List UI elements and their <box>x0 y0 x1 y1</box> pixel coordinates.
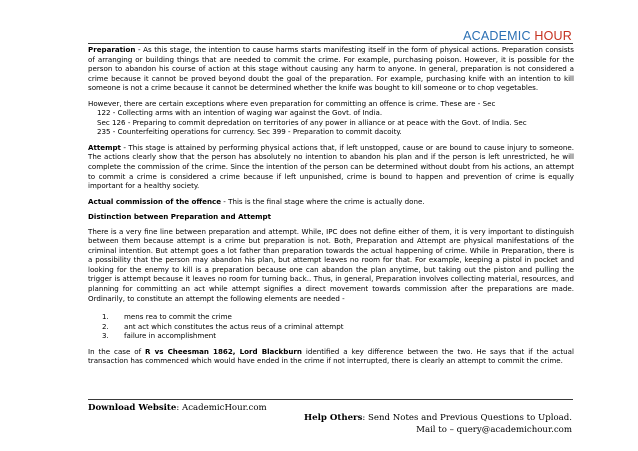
term-preparation: Preparation <box>88 45 136 54</box>
list-item <box>88 312 574 322</box>
paragraph-distinction: There is a very fine line between preparation and attempt. While, IPC does not define either of them, it is very important to distinguish between them because attempt is a crime but preparation is not. Both, Preparation and Attempt are physical manifestations of the criminal intention. But attempt goes a lot father than preparation towards the actual happening of crime. While in Preparation, there is a possibility that the person may abandon his plan, but attempt leaves no room for that. For example, keeping a pistol in pocket and looking for the enemy to kill is a preparation because one can abandon the plan anytime, but taking out the piston and pulling the trigger is attempt because it leaves no room for turning back.. Thus, in general, Preparation involves collecting material, resources, and planning for committing an act while attempt signifies a direct movement towards commission after the preparations are made. Ordinarily, to constitute an attempt the following elements are needed - <box>88 226 574 303</box>
paragraph-actual-commission <box>88 197 574 207</box>
exception-line: Sec 126 - Preparing to commit depredation on territories of any power in alliance or at peace with the Govt. of India. Sec <box>97 117 527 127</box>
help-label: Help Others <box>304 413 363 423</box>
preparation-text: - As this stage, the intention to cause harms starts manifesting itself in the form of physical actions. Preparation consists of arranging or building things that are needed to commit the crime. For example, purchasing poison. However, it is possible for the person to abandon his course of action at this stage without causing any harm to anyone. In general, preparation is not considered a crime because it cannot be proved beyond doubt the goal of the preparation. For example, purchasing knife with an intention to kill someone is not a crime because it cannot be determined whether the knife was bought to kill someone or to chop vegetables. <box>88 45 574 93</box>
list-number: 2. <box>102 321 109 331</box>
document-body <box>88 45 574 372</box>
term-attempt: Attempt <box>88 142 121 152</box>
list-text: failure in accomplishment <box>124 331 216 341</box>
footer-divider <box>88 399 573 400</box>
brand-word-academic: ACADEMIC <box>463 29 531 43</box>
list-item <box>88 322 574 332</box>
header-divider <box>88 43 573 44</box>
actual-commission-text: - This is the final stage where the crime is actually done. <box>221 196 425 206</box>
list-number: 3. <box>102 331 109 341</box>
list-text: mens rea to commit the crime <box>124 312 232 322</box>
exception-line: 235 - Counterfeiting operations for currency. Sec 399 - Preparation to commit dacoity. <box>97 127 402 137</box>
download-website-link[interactable]: : AcademicHour.com <box>176 403 267 413</box>
section-heading-distinction: Distinction between Preparation and Attempt <box>88 212 272 222</box>
case-prefix: In the case of <box>88 346 146 356</box>
brand-logo <box>463 29 572 43</box>
list-item <box>88 331 574 341</box>
brand-word-hour: HOUR <box>534 29 572 43</box>
attempt-text: - This stage is attained by performing physical actions that, if left unstopped, cause or are bound to cause injury to someone. The actions clearly show that the person has absolutely no intention to abandon his plan and if the person is left unrestricted, he will complete the commission of the crime. Since the intention of the person can be determined without doubt from his actions, an attempt to commit a crime is considered a crime because if left unpunished, crime is bound to happen and prevention of crime is equally important for a healthy society. <box>88 142 574 191</box>
footer-help <box>304 413 572 423</box>
footer-mail[interactable]: Mail to – query@academichour.com <box>416 425 572 435</box>
term-actual-commission: Actual commission of the offence <box>88 196 222 206</box>
download-label: Download Website <box>88 403 177 413</box>
exceptions-list <box>97 108 574 137</box>
case-text: identified a key difference between the two. He says that if the actual transaction has commenced which would have ended in the crime if not interrupted, there is clearly an attempt to commit the crime. <box>88 346 574 366</box>
footer-download <box>88 403 267 413</box>
help-text: : Send Notes and Previous Questions to Upload. <box>362 413 572 423</box>
elements-list <box>88 312 574 341</box>
case-name: R vs Cheesman 1862, Lord Blackburn <box>145 346 302 356</box>
exceptions-intro: However, there are certain exceptions where even preparation for committing an offence is crime. These are - Sec <box>88 98 496 108</box>
paragraph-case <box>88 347 574 366</box>
exception-line: 122 - Collecting arms with an intention of waging war against the Govt. of India. <box>97 108 383 118</box>
paragraph-attempt <box>88 143 574 191</box>
list-text: ant act which constitutes the actus reus of a criminal attempt <box>124 321 344 331</box>
list-number: 1. <box>102 312 109 322</box>
paragraph-preparation <box>88 45 574 93</box>
